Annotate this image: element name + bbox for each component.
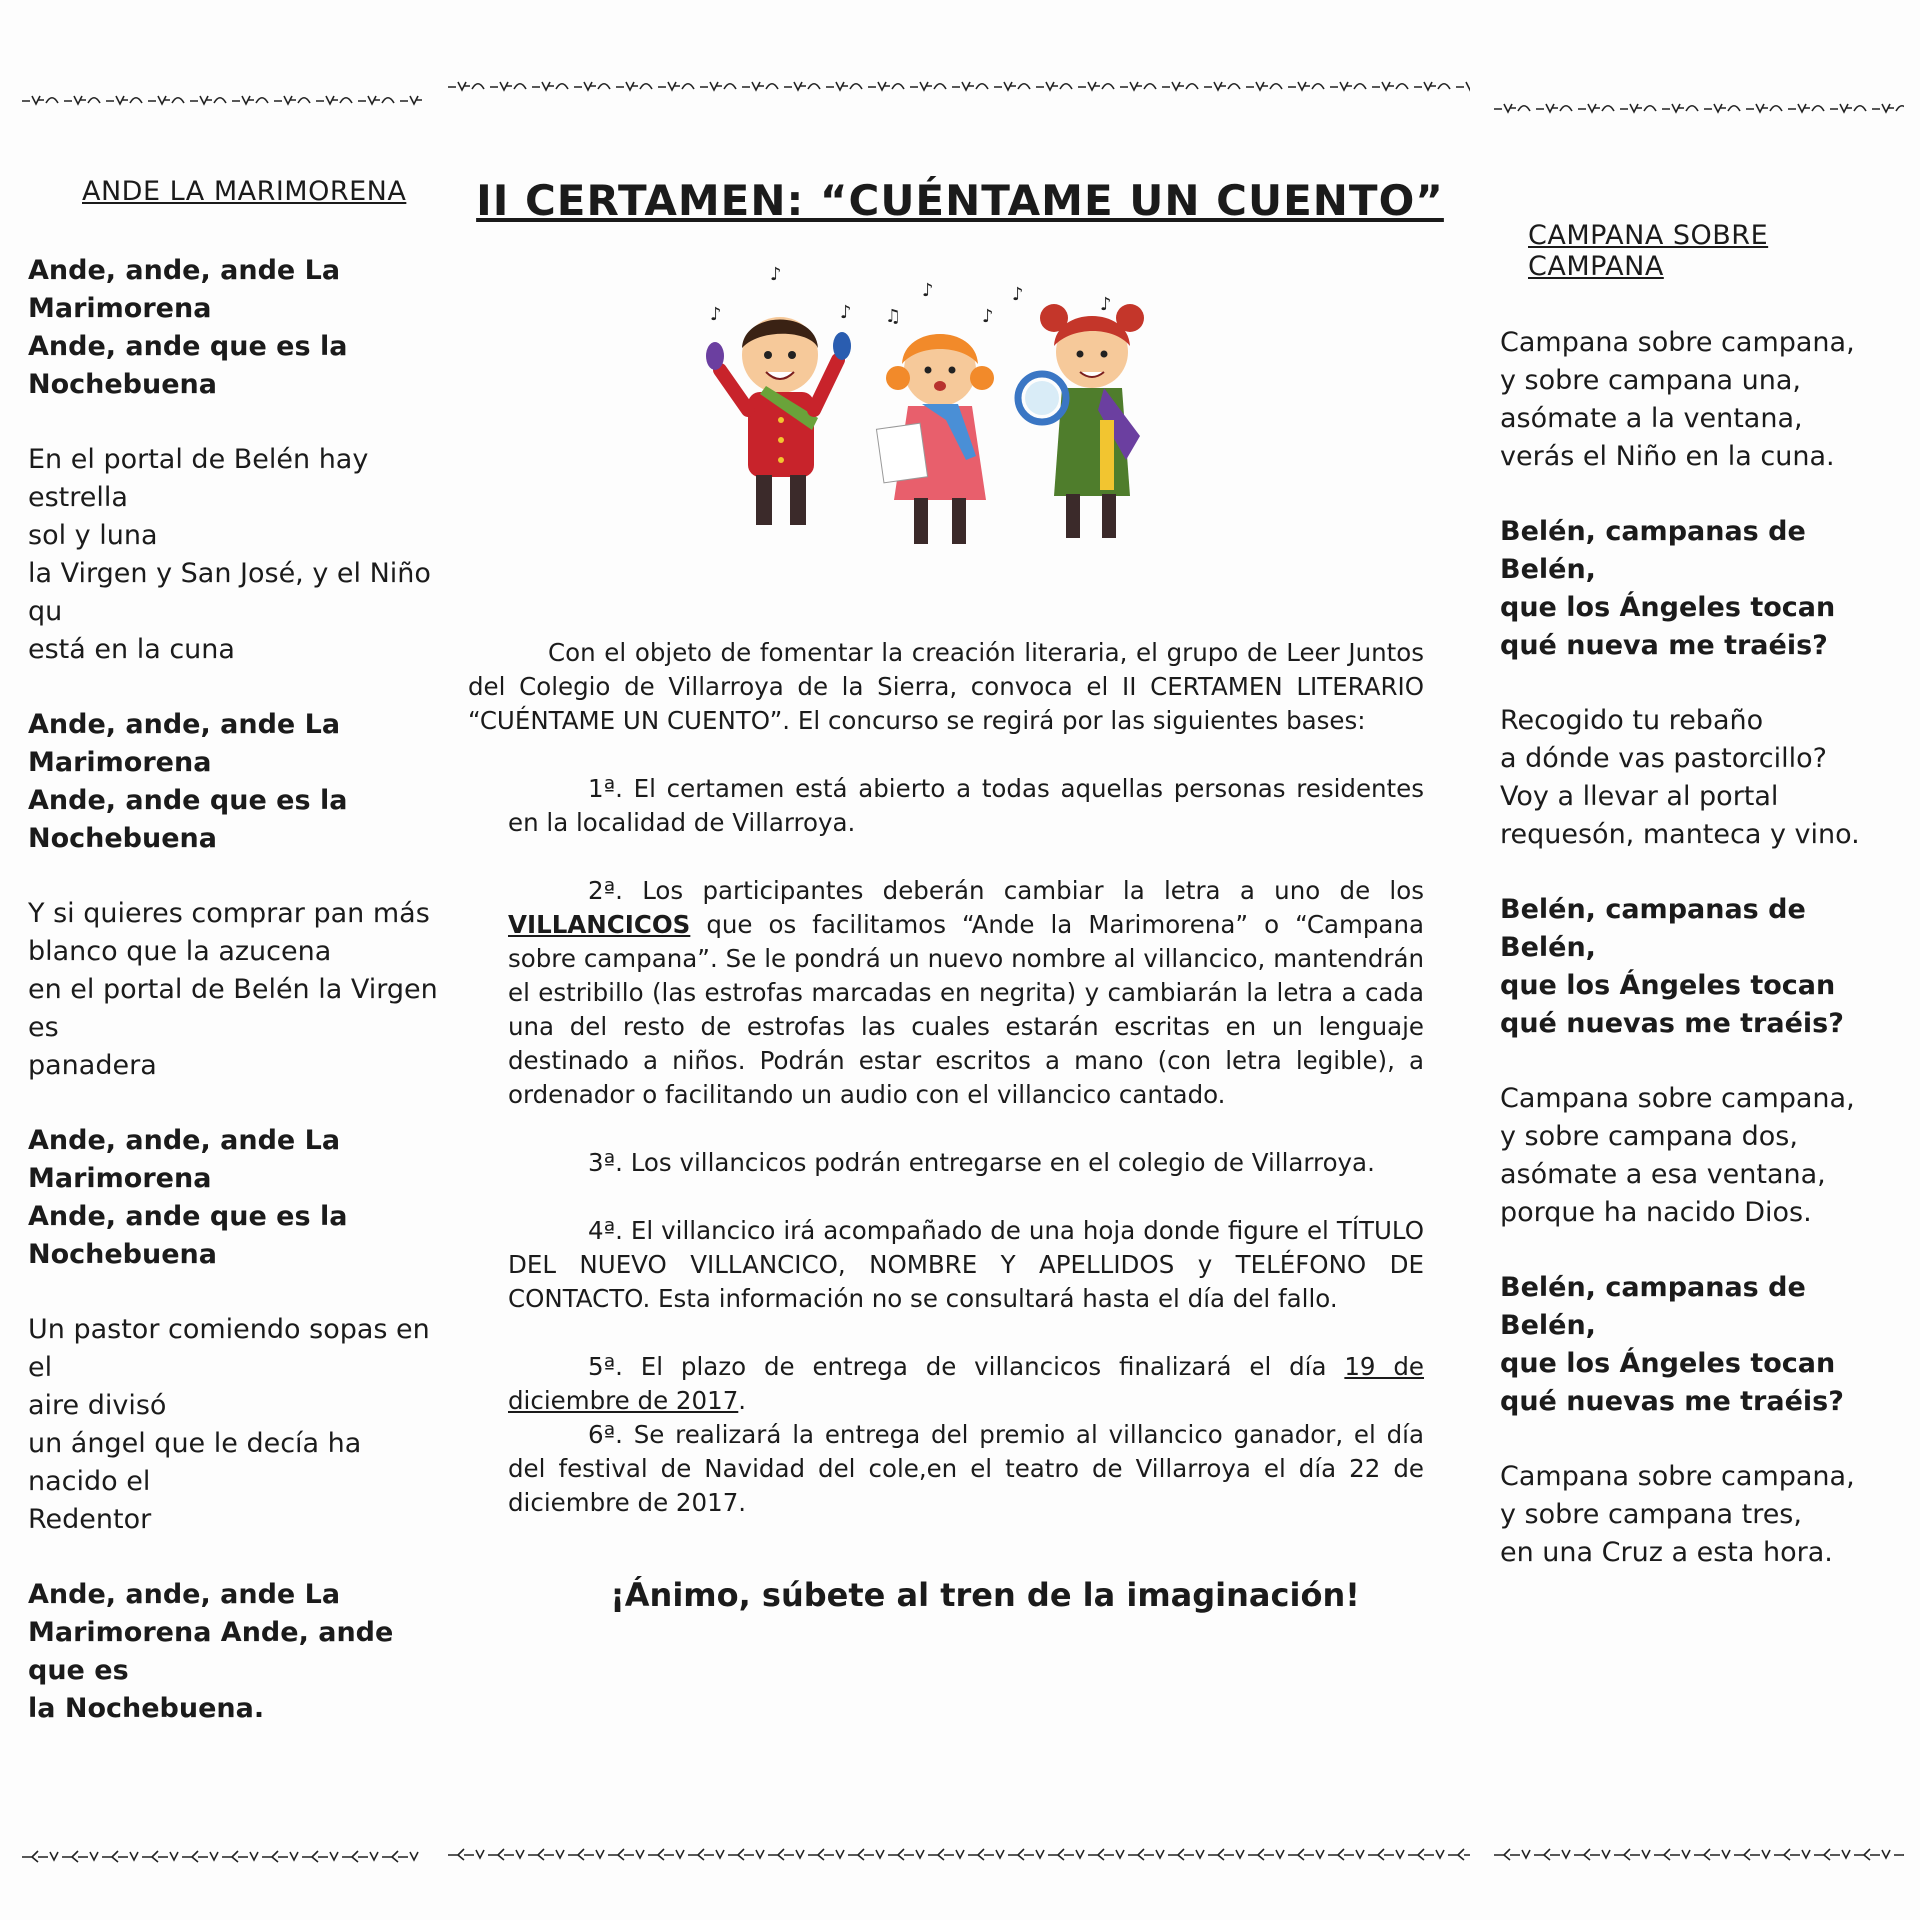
- lyric-line: un ángel que le decía ha nacido el: [28, 1428, 362, 1497]
- lyric-line: sol y luna: [28, 520, 158, 551]
- top-border-left: [22, 92, 422, 108]
- lyric-line: aire divisó: [28, 1390, 167, 1421]
- lyric-line: la Virgen y San José, y el Niño qu: [28, 558, 431, 627]
- campana-chorus: [1500, 513, 1910, 665]
- campana-verse: [1500, 1458, 1910, 1572]
- lyric-line: En el portal de Belén hay estrella: [28, 444, 369, 513]
- lyric-line: Voy a llevar al portal: [1500, 781, 1779, 812]
- lyric-line: Belén, campanas de Belén,: [1500, 516, 1806, 585]
- marimorena-chorus: [28, 706, 438, 858]
- svg-text:♪: ♪: [982, 306, 994, 327]
- lyric-line: requesón, manteca y vino.: [1500, 819, 1860, 850]
- rule-2-text-a: 2ª. Los participantes deberán cambiar la letra a uno de los: [588, 876, 1424, 905]
- rule-4: 4ª. El villancico irá acompañado de una hoja donde figure el TÍTULO DEL NUEVO VILLANCICO, NOMBRE Y APELLIDOS y TELÉFONO DE CONTACTO. Esta información no se consultará hasta el día del fallo.: [508, 1216, 1424, 1313]
- left-column-title: ANDE LA MARIMORENA: [82, 176, 407, 207]
- rule-1: 1ª. El certamen está abierto a todas aquellas personas residentes en la localidad de Villarroya.: [508, 774, 1424, 837]
- lyric-line: verás el Niño en la cuna.: [1500, 441, 1835, 472]
- svg-text:♪: ♪: [1100, 294, 1112, 315]
- top-border-center: [448, 78, 1470, 94]
- lyric-line: qué nueva me traéis?: [1500, 630, 1828, 661]
- lyric-line: Campana sobre campana,: [1500, 327, 1855, 358]
- marimorena-lyrics: [28, 252, 438, 1728]
- lyric-line: en el portal de Belén la Virgen es: [28, 974, 438, 1043]
- lyric-line: Un pastor comiendo sopas en el: [28, 1314, 430, 1383]
- lyric-line: Nochebuena: [28, 823, 217, 854]
- svg-text:♪: ♪: [710, 304, 722, 325]
- lyric-line: y sobre campana una,: [1500, 365, 1801, 396]
- lyric-line: Ande, ande, ande La: [28, 1125, 341, 1156]
- lyric-line: Marimorena: [28, 293, 212, 324]
- lyric-line: que los Ángeles tocan: [1500, 970, 1836, 1001]
- lyric-line: Nochebuena: [28, 1239, 217, 1270]
- girl-with-songbook: [876, 334, 994, 544]
- lyric-line: Marimorena Ande, ande que es: [28, 1617, 394, 1686]
- lyric-line: y sobre campana dos,: [1500, 1121, 1798, 1152]
- top-border-right: [1494, 100, 1904, 116]
- vine-border-icon: [22, 92, 422, 108]
- marimorena-chorus: [28, 252, 438, 404]
- bottom-border-left: [22, 1848, 422, 1864]
- bottom-border-center: [448, 1846, 1470, 1862]
- lyric-line: blanco que la azucena: [28, 936, 332, 967]
- lyric-line: Belén, campanas de Belén,: [1500, 894, 1806, 963]
- lyric-line: Ande, ande que es la: [28, 331, 348, 362]
- rule-3: 3ª. Los villancicos podrán entregarse en el colegio de Villarroya.: [588, 1148, 1375, 1177]
- arrow-vine-border-icon: [22, 1848, 422, 1864]
- bottom-border-right: [1494, 1846, 1904, 1862]
- svg-text:♫: ♫: [885, 306, 902, 327]
- lyric-line: en una Cruz a esta hora.: [1500, 1537, 1833, 1568]
- deadline-date: 19 de diciembre de 2017: [508, 1352, 1424, 1415]
- lyric-line: Ande, ande que es la: [28, 785, 348, 816]
- lyric-line: Nochebuena: [28, 369, 217, 400]
- lyric-line: Ande, ande, ande La: [28, 1579, 341, 1610]
- campana-verse: [1500, 1080, 1910, 1232]
- campana-verse: [1500, 702, 1910, 854]
- lyric-line: Ande, ande, ande La: [28, 709, 341, 740]
- lyric-line: que los Ángeles tocan: [1500, 592, 1836, 623]
- marimorena-verse: [28, 1311, 438, 1539]
- lyric-line: está en la cuna: [28, 634, 235, 665]
- lyric-line: Y si quieres comprar pan más: [28, 898, 430, 929]
- campana-chorus: [1500, 891, 1910, 1043]
- lyric-line: Campana sobre campana,: [1500, 1083, 1855, 1114]
- right-column-title: CAMPANA SOBRE CAMPANA: [1528, 220, 1769, 282]
- lyric-line: Redentor: [28, 1504, 152, 1535]
- lyric-line: asómate a esa ventana,: [1500, 1159, 1826, 1190]
- marimorena-verse: [28, 895, 438, 1085]
- svg-text:♪: ♪: [840, 302, 852, 323]
- lyric-line: que los Ángeles tocan: [1500, 1348, 1836, 1379]
- campana-verse: [1500, 324, 1910, 476]
- svg-text:♪: ♪: [1012, 284, 1024, 305]
- marimorena-chorus: [28, 1576, 438, 1728]
- boy-with-maracas: [706, 317, 851, 525]
- arrow-vine-border-icon: [1494, 1846, 1904, 1862]
- rule-5: [468, 1350, 1424, 1418]
- left-column: [28, 176, 438, 1765]
- lyric-line: porque ha nacido Dios.: [1500, 1197, 1812, 1228]
- villancicos-emphasis: VILLANCICOS: [508, 910, 691, 939]
- girl-with-tambourine: [1018, 304, 1144, 538]
- rule-2-text-b: que os facilitamos “Ande la Marimorena” o “Campana sobre campana”. Se le pondrá un nuevo nombre al villancico, mantendrán el estribillo (las estrofas marcadas en negrita) y cambiarán la letra a cada una del resto de estrofas las cuales estarán escritas en un lenguaje destinado a niños. Podrán estar escritos a mano (con letra legible), a ordenador o facilitando un audio con el villancico cantado.: [508, 910, 1424, 1109]
- lyric-line: la Nochebuena.: [28, 1693, 265, 1724]
- lyric-line: Marimorena: [28, 747, 212, 778]
- rule-5-text-a: 5ª. El plazo de entrega de villancicos finalizará el día: [588, 1352, 1345, 1381]
- marimorena-chorus: [28, 1122, 438, 1274]
- caroling-children-illustration-icon: [700, 260, 1180, 570]
- marimorena-verse: [28, 441, 438, 669]
- lyric-line: Recogido tu rebaño: [1500, 705, 1764, 736]
- lyric-line: qué nuevas me traéis?: [1500, 1386, 1844, 1417]
- campana-chorus: [1500, 1269, 1910, 1421]
- rule-2: [468, 874, 1424, 1112]
- right-column: [1500, 220, 1910, 1609]
- lyric-line: a dónde vas pastorcillo?: [1500, 743, 1827, 774]
- intro-paragraph: Con el objeto de fomentar la creación literaria, el grupo de Leer Juntos del Colegio de Villarroya de la Sierra, convoca el II CERTAMEN LITERARIO “CUÉNTAME UN CUENTO”. El concurso se regirá por las siguientes bases:: [468, 638, 1424, 735]
- campana-lyrics: [1500, 324, 1910, 1572]
- lyric-line: qué nuevas me traéis?: [1500, 1008, 1844, 1039]
- arrow-vine-border-icon: [448, 1846, 1470, 1862]
- rule-6: 6ª. Se realizará la entrega del premio al villancico ganador, el día del festival de Navidad del cole,en el teatro de Villarroya el día 22 de diciembre de 2017.: [508, 1420, 1424, 1517]
- closing-slogan: ¡Ánimo, súbete al tren de la imaginación!: [610, 1576, 1360, 1614]
- lyric-line: y sobre campana tres,: [1500, 1499, 1802, 1530]
- lyric-line: asómate a la ventana,: [1500, 403, 1803, 434]
- vine-border-icon: [448, 78, 1470, 94]
- svg-text:♪: ♪: [922, 280, 934, 301]
- page-title: II CERTAMEN: “CUÉNTAME UN CUENTO”: [476, 176, 1444, 225]
- contest-rules: [468, 636, 1424, 1520]
- lyric-line: Ande, ande, ande La: [28, 255, 341, 286]
- vine-border-icon: [1494, 100, 1904, 116]
- lyric-line: Marimorena: [28, 1163, 212, 1194]
- lyric-line: panadera: [28, 1050, 157, 1081]
- lyric-line: Belén, campanas de Belén,: [1500, 1272, 1806, 1341]
- lyric-line: Ande, ande que es la: [28, 1201, 348, 1232]
- rule-5-text-b: .: [738, 1386, 747, 1415]
- lyric-line: Campana sobre campana,: [1500, 1461, 1855, 1492]
- svg-text:♪: ♪: [770, 264, 782, 285]
